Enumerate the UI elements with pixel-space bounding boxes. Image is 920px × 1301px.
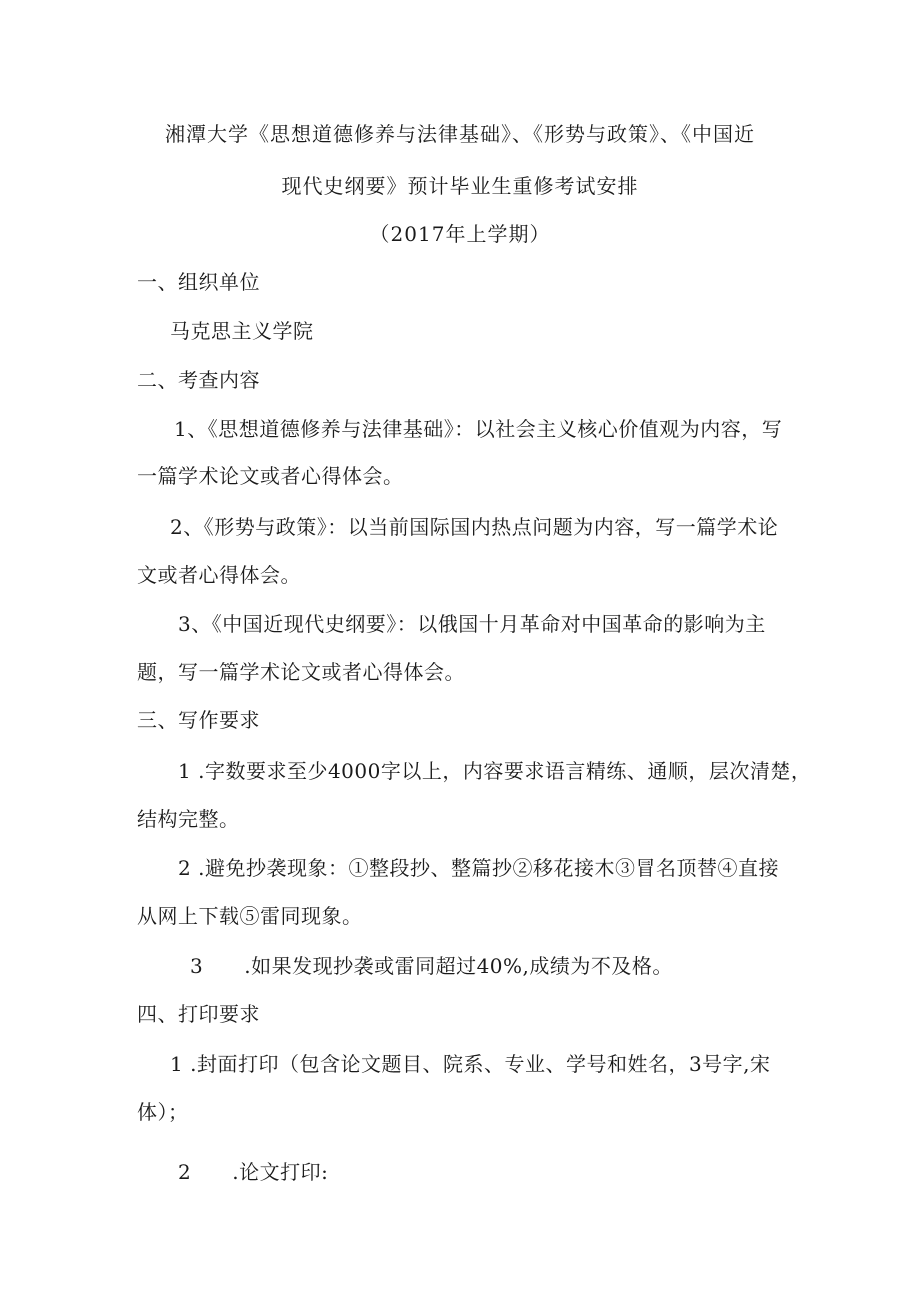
writing-item-3-line-1: 3 .如果发现抄袭或雷同超过40%,成绩为不及格。 <box>190 954 673 978</box>
document-subtitle-term: （2017年上学期） <box>369 222 551 246</box>
content-item-1-line-1: 1、《思想道德修养与法律基础》：以社会主义核心价值观为内容，写 <box>174 417 783 441</box>
document-title-line-1: 湘潭大学《思想道德修养与法律基础》、《形势与政策》、《中国近 <box>165 122 755 146</box>
writing-item-1-line-2: 结构完整。 <box>137 807 240 831</box>
section-heading-organizer: 一、组织单位 <box>137 270 260 294</box>
writing-item-1-line-1: 1 .字数要求至少4000字以上，内容要求语言精练、通顺，层次清楚， <box>178 759 812 783</box>
section-heading-content: 二、考查内容 <box>137 368 260 392</box>
section-heading-writing: 三、写作要求 <box>137 708 260 732</box>
section-heading-printing: 四、打印要求 <box>137 1002 260 1026</box>
writing-item-2-line-2: 从网上下载⑤雷同现象。 <box>137 904 363 928</box>
printing-item-1-line-2: 体）； <box>137 1100 189 1124</box>
content-item-2-line-1: 2、《形势与政策》：以当前国际国内热点问题为内容，写一篇学术论 <box>170 515 779 539</box>
printing-item-2-line-1: 2 .论文打印: <box>178 1160 329 1184</box>
content-item-3-line-2: 题，写一篇学术论文或者心得体会。 <box>137 660 465 684</box>
content-item-1-line-2: 一篇学术论文或者心得体会。 <box>137 464 404 488</box>
content-item-2-line-2: 文或者心得体会。 <box>137 563 301 587</box>
writing-item-2-line-1: 2 .避免抄袭现象：①整段抄、整篇抄②移花接木③冒名顶替④直接 <box>178 856 779 880</box>
content-item-3-line-1: 3、《中国近现代史纲要》：以俄国十月革命对中国革命的影响为主 <box>178 612 766 636</box>
document-title-line-2: 现代史纲要》预计毕业生重修考试安排 <box>281 174 639 198</box>
printing-item-1-line-1: 1 .封面打印（包含论文题目、院系、专业、学号和姓名，3号字,宋 <box>170 1052 771 1076</box>
organizer-name: 马克思主义学院 <box>170 319 314 343</box>
